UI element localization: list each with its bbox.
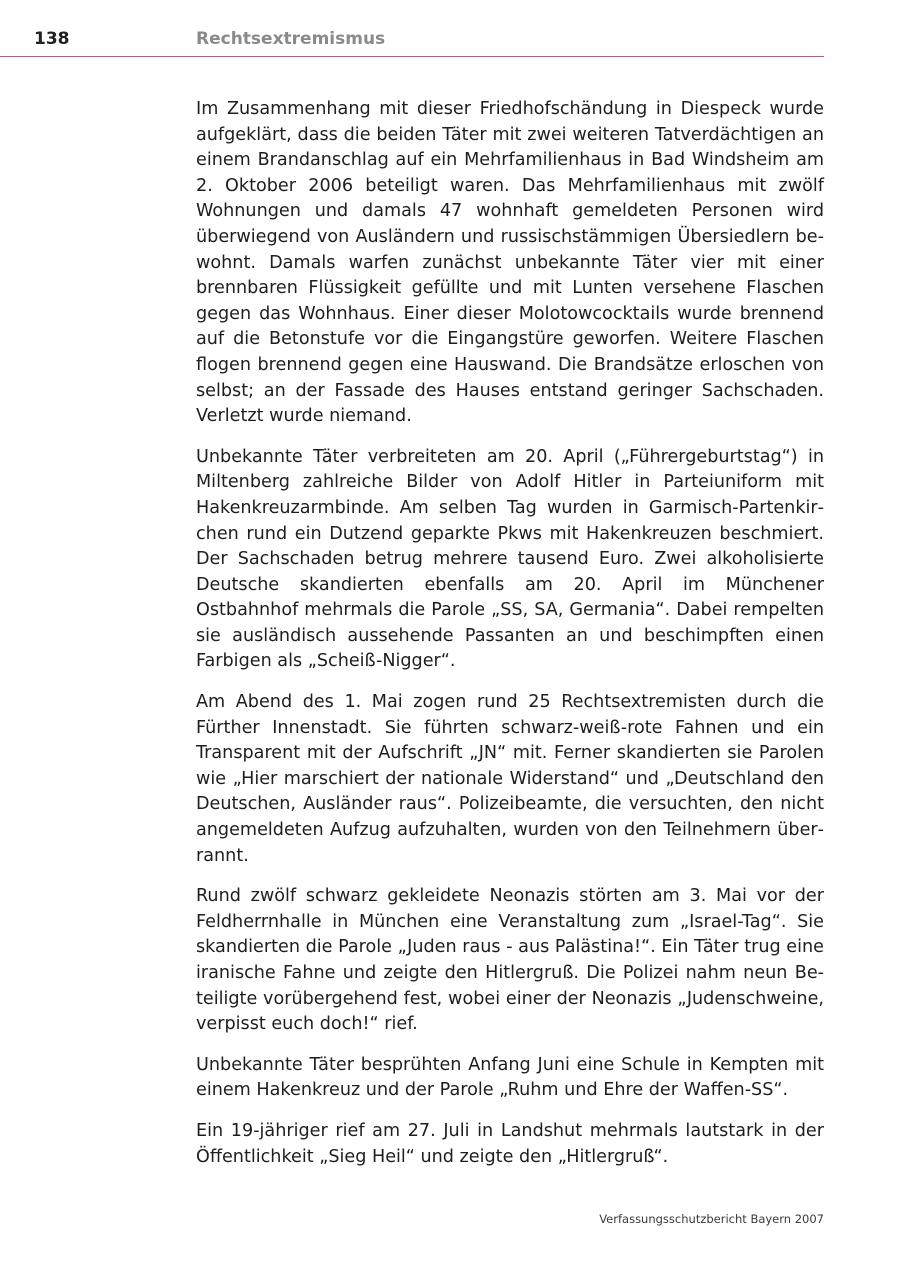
body-text [196, 97, 824, 1185]
paragraph: Unbekannte Täter besprühten Anfang Juni eine Schule in Kempten mit einem Hakenkreuz und der Parole „Ruhm und Ehre der Waffen-SS“. [196, 1054, 824, 1101]
section-title: Rechtsextremismus [196, 29, 386, 49]
paragraph: Ein 19-jähriger rief am 27. Juli in Landshut mehrmals lautstark in der Öffentlichkeit „Sieg Heil“ und zeigte den „Hitlergruß“. [196, 1120, 824, 1167]
paragraph: Unbekannte Täter verbreiteten am 20. April („Führergeburtstag“) in Miltenberg zahlreiche Bilder von Adolf Hitler in Parteiuniform mit Hakenkreuzarmbinde. Am selben Tag wurden in Garmisch-Partenkirchen rund ein Dutzend geparkte Pkws mit Hakenkreuzen beschmiert. Der Sachschaden betrug mehrere tausend Euro. Zwei alkoholisierte Deutsche skandierten ebenfalls am 20. April im Münchener Ostbahnhof mehrmals die Parole „SS, SA, Germania“. Dabei rempelten sie ausländisch aussehende Passanten an und beschimpften einen Farbigen als „Scheiß-Nigger“. [196, 446, 824, 672]
page-number: 138 [34, 29, 70, 49]
paragraph: Rund zwölf schwarz gekleidete Neonazis störten am 3. Mai vor der Feldherrnhalle in München eine Veranstaltung zum „Israel-Tag“. Sie skandierten die Parole „Juden raus - aus Palästina!“. Ein Täter trug eine iranische Fahne und zeigte den Hitlergruß. Die Polizei nahm neun Beteiligte vorübergehend fest, wobei einer der Neonazis „Judenschweine, verpisst euch doch!“ rief. [196, 886, 824, 1035]
paragraph: Am Abend des 1. Mai zogen rund 25 Rechtsextremisten durch die Fürther Innenstadt. Sie führten schwarz-weiß-rote Fahnen und ein Transparent mit der Aufschrift „JN“ mit. Ferner skandierten sie Parolen wie „Hier marschiert der nationale Widerstand“ und „Deutschland den Deutschen, Ausländer raus“. Polizeibeamte, die versuchten, den nicht angemeldeten Aufzug aufzuhalten, wurden von den Teilnehmern überrannt. [196, 692, 824, 866]
paragraph: Im Zusammenhang mit dieser Friedhofschändung in Diespeck wurde aufgeklärt, dass die beiden Täter mit zwei weiteren Tatverdächtigen an einem Brandanschlag auf ein Mehrfamilienhaus in Bad Windsheim am 2. Oktober 2006 beteiligt waren. Das Mehrfamilienhaus mit zwölf Wohnungen und damals 47 wohnhaft gemeldeten Personen wird überwiegend von Ausländern und russischstämmigen Übersiedlern bewohnt. Damals warfen zunächst unbekannte Täter vier mit einer brennbaren Flüssigkeit gefüllte und mit Lunten versehene Flaschen gegen das Wohnhaus. Einer dieser Molotowcocktails wurde brennend auf die Betonstufe vor die Eingangstüre geworfen. Weitere Flaschen flogen brennend gegen eine Hauswand. Die Brandsätze erloschen von selbst; an der Fassade des Hauses entstand geringer Sachschaden. Verletzt wurde niemand. [196, 99, 824, 427]
page-footer: Verfassungsschutzbericht Bayern 2007 [599, 1212, 824, 1226]
page-header [0, 0, 824, 57]
